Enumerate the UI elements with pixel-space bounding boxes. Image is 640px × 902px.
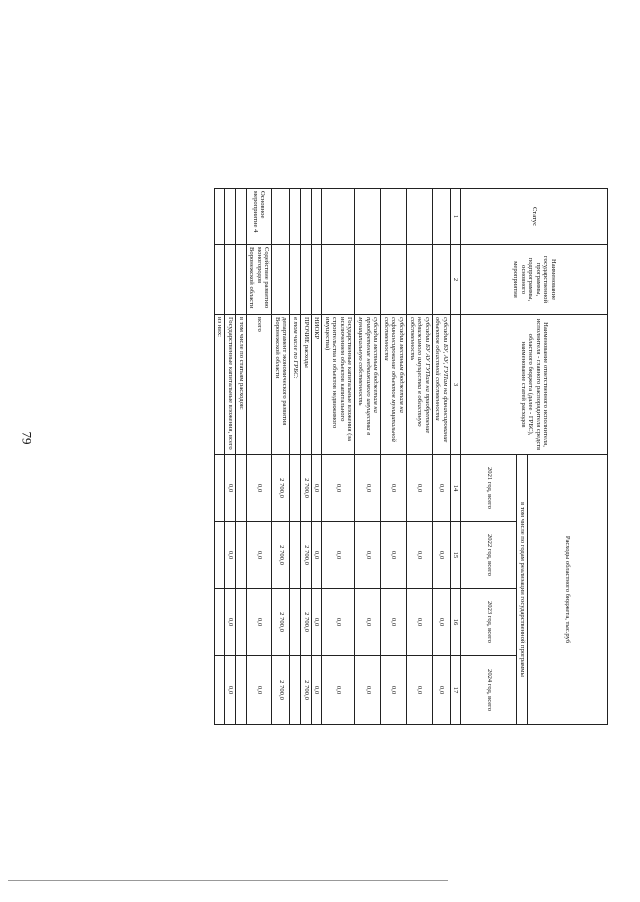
- value-cell: 2 700,0: [272, 522, 290, 589]
- table-row: [235, 189, 246, 725]
- expense-item-label: департамент экономического развития Воронежской области: [272, 315, 290, 455]
- program-cell: [235, 245, 246, 315]
- value-cell: 0,0: [355, 522, 381, 589]
- program-cell: Содействие развитию моногородов Воронежской области: [246, 245, 272, 315]
- value-cell: 0,0: [381, 589, 407, 656]
- expense-item-label: Государственные капитальные вложения (за исключением объектов капитального строительства и объектов недвижимого имущества): [322, 315, 355, 455]
- value-cell: 0,0: [246, 589, 272, 656]
- value-cell: 0,0: [225, 589, 236, 656]
- program-cell: [225, 245, 236, 315]
- value-cell: 0,0: [246, 656, 272, 725]
- value-cell: 0,0: [381, 656, 407, 725]
- column-number: 17: [450, 656, 461, 725]
- status-cell: [381, 189, 407, 245]
- status-cell: [235, 189, 246, 245]
- value-cell: [235, 589, 246, 656]
- program-name-header: Наименование государственной программы, подпрограммы, основного мероприятия: [461, 245, 608, 315]
- status-cell: [311, 189, 322, 245]
- status-header: Статус: [461, 189, 608, 245]
- value-cell: 2 700,0: [272, 656, 290, 725]
- table-row: [355, 189, 381, 725]
- value-cell: 0,0: [311, 656, 322, 725]
- table-row: [290, 189, 301, 725]
- table-row: [381, 189, 407, 725]
- expense-item-label: из них:: [214, 315, 225, 455]
- value-cell: 0,0: [406, 589, 432, 656]
- status-cell: [322, 189, 355, 245]
- value-cell: [235, 656, 246, 725]
- expense-item-label: субсидии местным бюджетам на софинансирование объектов муниципальной собственности: [381, 315, 407, 455]
- value-cell: 0,0: [225, 455, 236, 522]
- expense-item-label: субсидии БУ, АУ, ГУПам на финансирование объектов областной собственности: [432, 315, 450, 455]
- table-row: [311, 189, 322, 725]
- value-cell: 0,0: [432, 455, 450, 522]
- value-cell: 0,0: [432, 656, 450, 725]
- value-cell: [290, 455, 301, 522]
- program-cell: [322, 245, 355, 315]
- column-number: 3: [450, 315, 461, 455]
- expense-item-label: ПРОЧИЕ расходы: [301, 315, 312, 455]
- status-cell: [432, 189, 450, 245]
- value-cell: [290, 522, 301, 589]
- value-cell: 0,0: [311, 589, 322, 656]
- value-cell: 0,0: [322, 656, 355, 725]
- column-number: 16: [450, 589, 461, 656]
- page-bottom-line: [8, 880, 448, 881]
- value-cell: 0,0: [322, 589, 355, 656]
- value-cell: [214, 589, 225, 656]
- value-cell: 0,0: [225, 522, 236, 589]
- value-cell: [290, 656, 301, 725]
- table-row: [322, 189, 355, 725]
- expense-item-label: в том числе по ГРБС:: [290, 315, 301, 455]
- value-cell: 0,0: [246, 522, 272, 589]
- program-cell: [381, 245, 407, 315]
- program-cell: [406, 245, 432, 315]
- column-number: 1: [450, 189, 461, 245]
- value-cell: 2 700,0: [272, 589, 290, 656]
- value-cell: 2 700,0: [301, 589, 312, 656]
- value-cell: 0,0: [355, 589, 381, 656]
- value-cell: [290, 589, 301, 656]
- status-cell: Основное мероприятие 4: [246, 189, 272, 245]
- column-number: 14: [450, 455, 461, 522]
- executor-header: Наименование ответственного исполнителя, исполнителя - главного распорядителя средств областного бюджета (далее - ГРБС), наименование статей расходов: [461, 315, 608, 455]
- page-number: 79: [19, 431, 35, 445]
- value-cell: 0,0: [246, 455, 272, 522]
- value-cell: [214, 522, 225, 589]
- program-cell: [290, 245, 301, 315]
- column-number: 2: [450, 245, 461, 315]
- column-number: 15: [450, 522, 461, 589]
- program-cell: [214, 245, 225, 315]
- value-cell: 2 700,0: [301, 455, 312, 522]
- value-cell: [214, 455, 225, 522]
- value-cell: 0,0: [406, 522, 432, 589]
- expense-item-label: субсидии БУ АУ ГУПам на приобретение недвижимого имущества в областную собственность: [406, 315, 432, 455]
- table-row: [214, 189, 225, 725]
- program-cell: [311, 245, 322, 315]
- table-row: [272, 189, 290, 725]
- value-cell: [235, 522, 246, 589]
- expense-item-label: всего: [246, 315, 272, 455]
- value-cell: 0,0: [406, 455, 432, 522]
- value-cell: 0,0: [322, 522, 355, 589]
- expense-item-label: Государственные капитальные вложения, всего: [225, 315, 236, 455]
- by-years-header: в том числе по годам реализации государственной программы: [517, 455, 528, 725]
- table-row: [301, 189, 312, 725]
- value-cell: 2 700,0: [301, 522, 312, 589]
- value-cell: 0,0: [225, 656, 236, 725]
- value-cell: 0,0: [381, 455, 407, 522]
- value-cell: 2 700,0: [272, 455, 290, 522]
- status-cell: [225, 189, 236, 245]
- value-cell: 0,0: [432, 522, 450, 589]
- program-cell: [432, 245, 450, 315]
- program-cell: [355, 245, 381, 315]
- program-cell: [272, 245, 290, 315]
- expenses-header: Расходы областного бюджета, тыс.руб: [528, 455, 608, 725]
- year-header: 2024 год, всего: [461, 656, 517, 725]
- table-row: [225, 189, 236, 725]
- status-cell: [355, 189, 381, 245]
- status-cell: [214, 189, 225, 245]
- table-row: [432, 189, 450, 725]
- table-row: [406, 189, 432, 725]
- budget-table-sheet: [88, 188, 608, 724]
- value-cell: 2 700,0: [301, 656, 312, 725]
- program-cell: [301, 245, 312, 315]
- status-cell: [406, 189, 432, 245]
- value-cell: 0,0: [355, 656, 381, 725]
- table-row: [246, 189, 272, 725]
- value-cell: 0,0: [381, 522, 407, 589]
- value-cell: 0,0: [406, 656, 432, 725]
- value-cell: 0,0: [311, 455, 322, 522]
- year-header: 2023 год, всего: [461, 589, 517, 656]
- value-cell: [235, 455, 246, 522]
- value-cell: 0,0: [355, 455, 381, 522]
- year-header: 2021 год, всего: [461, 455, 517, 522]
- budget-table: [214, 188, 608, 725]
- status-cell: [290, 189, 301, 245]
- expense-item-label: НИОКР: [311, 315, 322, 455]
- value-cell: 0,0: [432, 589, 450, 656]
- value-cell: [214, 656, 225, 725]
- expense-item-label: субсидии местным бюджетам на приобретение недвижимого имущества в муниципальную собственность: [355, 315, 381, 455]
- value-cell: 0,0: [322, 455, 355, 522]
- status-cell: [301, 189, 312, 245]
- year-header: 2022 год, всего: [461, 522, 517, 589]
- expense-item-label: в том числе по статьям расходов:: [235, 315, 246, 455]
- value-cell: 0,0: [311, 522, 322, 589]
- status-cell: [272, 189, 290, 245]
